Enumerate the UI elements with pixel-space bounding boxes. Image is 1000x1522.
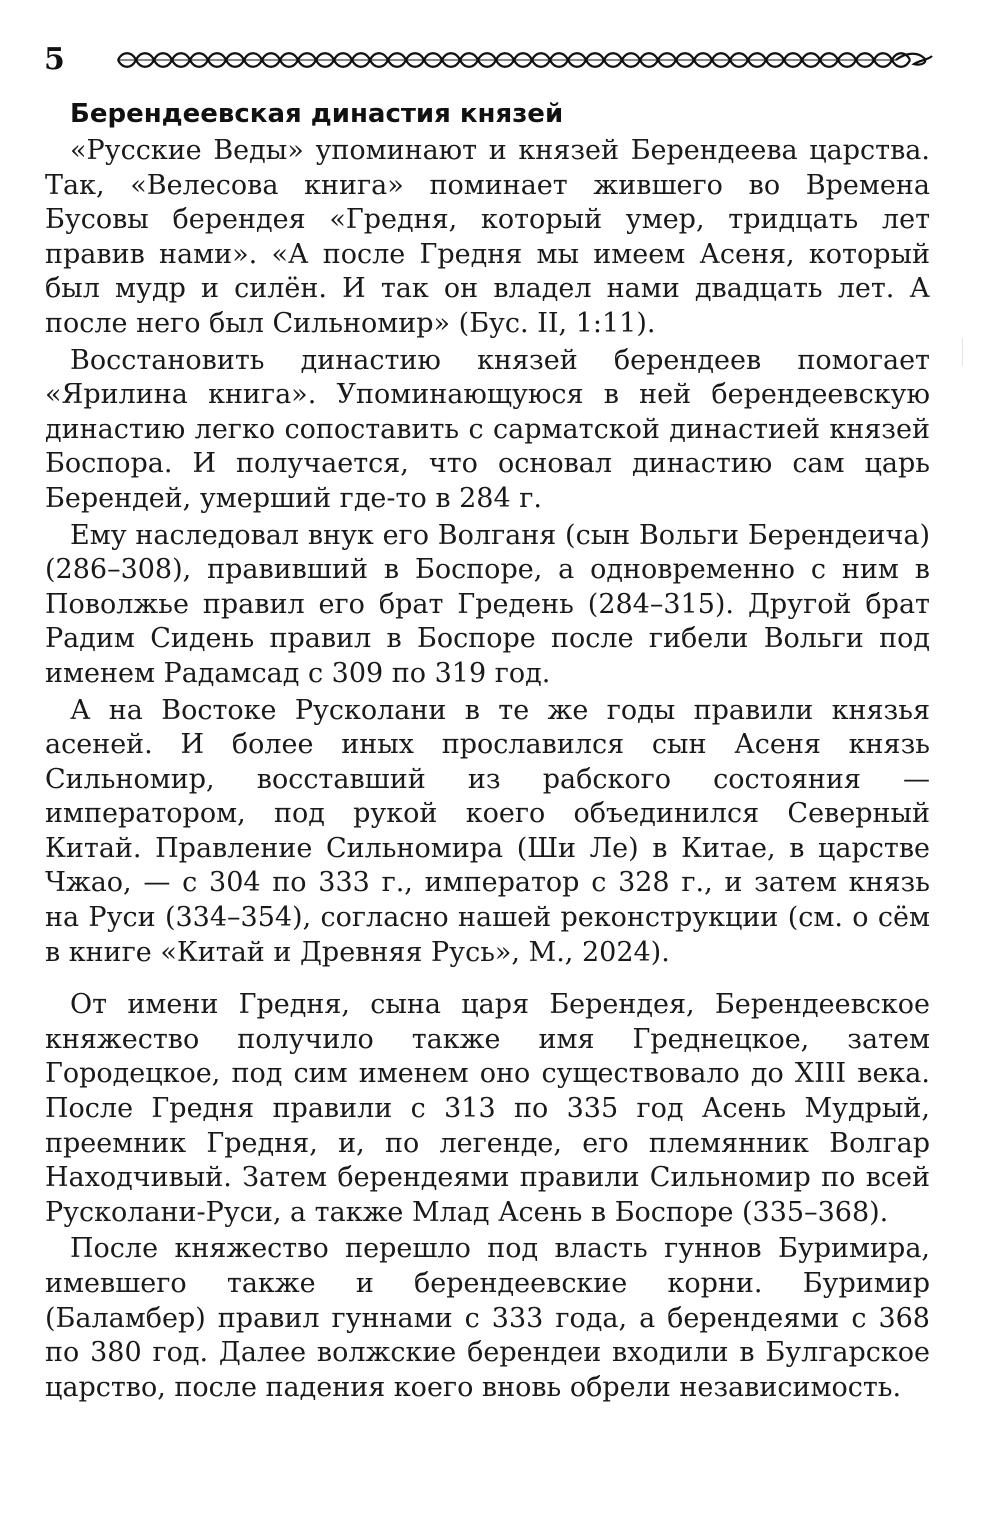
section-heading: Берендеевская династия князей <box>70 99 564 129</box>
article-body <box>45 134 930 1407</box>
page-header <box>44 40 934 80</box>
page-edge-mark <box>962 338 963 366</box>
braided-rope-border-icon <box>116 48 934 72</box>
paragraph: Восстановить династию князей берендеев помогает «Ярилина книга». Упоминающуюся в ней берендеевскую династию легко сопоставить с сарматской династией князей Боспора. И получается, что основал династию сам царь Берендей, умерший где-то в 284 г. <box>45 344 930 514</box>
page-number: 5 <box>44 42 65 77</box>
paragraph: От имени Гредня, сына царя Берендея, Берендеевское княжество получило также имя Греднецкое, затем Городецкое, под сим именем оно существовало до XIII века. После Гредня правили с 313 по 335 год Асень Мудрый, преемник Гредня, и, по легенде, его племянник Волгар Находчивый. Затем берендеями правили Сильномир по всей Русколани-Руси, а также Млад Асень в Боспоре (335–368). <box>45 989 930 1228</box>
paragraph: А на Востоке Русколани в те же годы правили князья асеней. И более иных прославился сын Асеня князь Сильномир, восставший из рабского состояния — императором, под рукой коего объединился Северный Китай. Правление Сильномира (Ши Ле) в Китае, в царстве Чжао, — с 304 по 333 г., император с 328 г., и затем князь на Руси (334–354), согласно нашей реконструкции (см. о сём в книге «Китай и Древняя Русь», М., 2024). <box>45 694 930 968</box>
paragraph: Ему наследовал внук его Волганя (сын Вольги Берендеича) (286–308), правивший в Боспоре, а одновременно с ним в Поволжье правил его брат Гредень (284–315). Другой брат Радим Сидень правил в Боспоре после гибели Вольги под именем Радамсад с 309 по 319 год. <box>45 519 930 689</box>
paragraph: «Русские Веды» упоминают и князей Берендеева царства. Так, «Велесова книга» поминает жившего во Времена Бусовы берендея «Гредня, который умер, тридцать лет правив нами». «А после Гредня мы имеем Асеня, который был мудр и силён. И так он владел нами двадцать лет. А после него был Сильномир» (Бус. II, 1:11). <box>45 135 930 339</box>
paragraph: После княжество перешло под власть гуннов Буримира, имевшего также и берендеевские корни. Буримир (Баламбер) правил гуннами с 333 года, а берендеями с 368 по 380 год. Далее волжские берендеи входили в Булгарское царство, после падения коего вновь обрели независимость. <box>45 1233 930 1403</box>
